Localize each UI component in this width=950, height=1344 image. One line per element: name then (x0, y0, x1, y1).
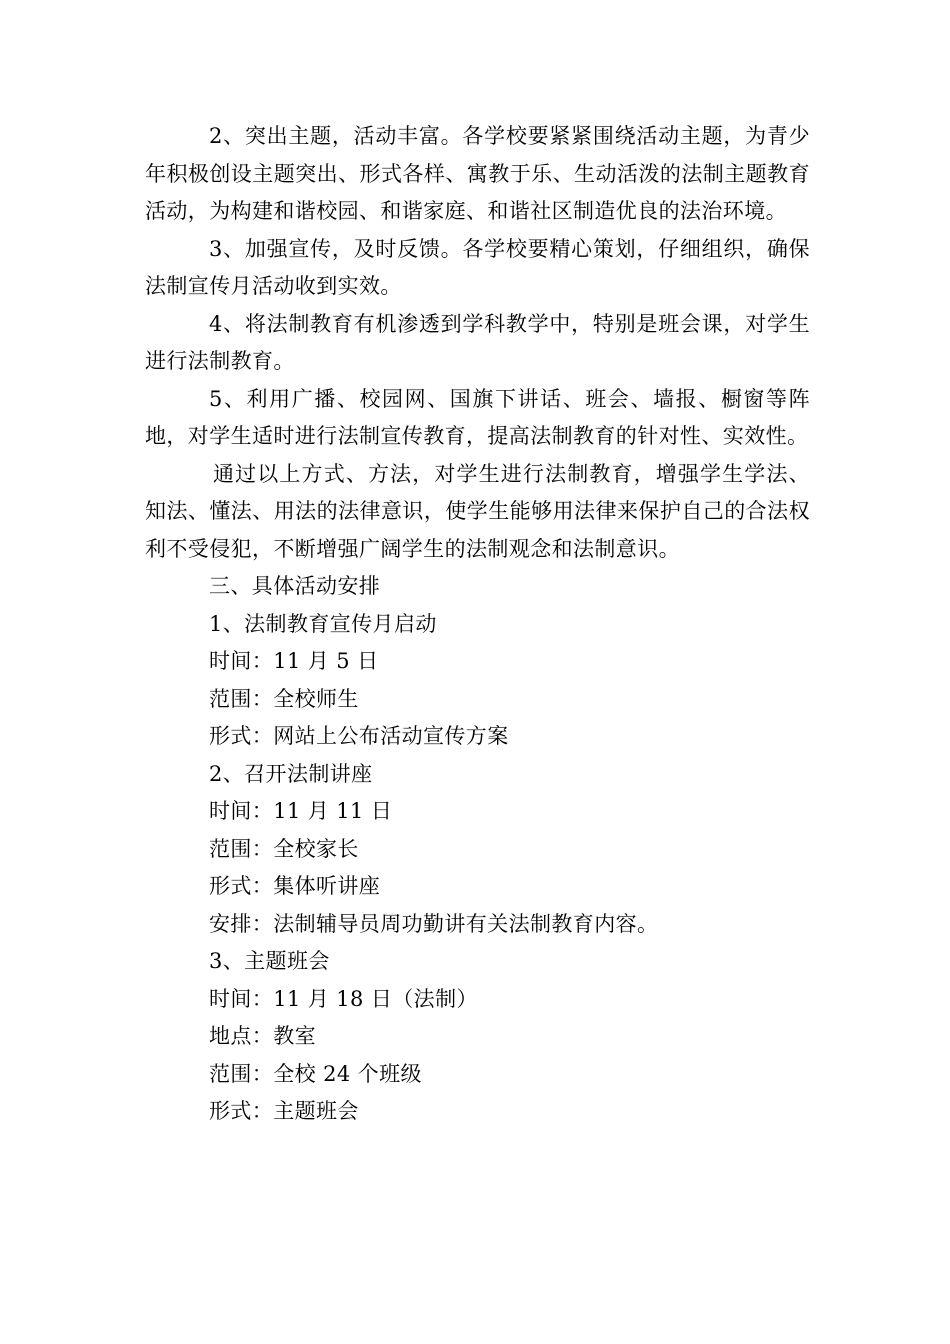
activity-1-form: 形式：网站上公布活动宣传方案 (209, 724, 509, 748)
activity-2-title: 2、召开法制讲座 (209, 761, 373, 786)
activity-2-arrangement: 安排：法制辅导员周功勤讲有关法制教育内容。 (209, 911, 659, 936)
section-title: 三、具体活动安排 (209, 574, 381, 598)
paragraph-2-highlight-theme: 2、突出主题，活动丰富。各学校要紧紧围绕活动主题，为青少年积极创设主题突出、形式各样、寓教于乐、生动活泼的法制主题教育活动，为构建和谐校园、和谐家庭、和谐社区制造优良的法治环境。 (145, 124, 810, 223)
paragraph-4-subject-teaching: 4、将法制教育有机渗透到学科教学中，特别是班会课，对学生进行法制教育。 (145, 311, 810, 373)
document-body (145, 118, 810, 1131)
activity-3-title: 3、主题班会 (209, 949, 330, 973)
paragraph-summary: 通过以上方式、方法，对学生进行法制教育，增强学生学法、知法、懂法、用法的法律意识，使学生能够用法律来保护自己的合法权利不受侵犯，不断增强广阔学生的法制观念和法制意识。 (145, 461, 810, 561)
activity-1-scope: 范围：全校师生 (209, 686, 359, 711)
activity-3-location: 地点：教室 (209, 1024, 316, 1048)
activity-2-time: 时间：11 月 11 日 (209, 799, 393, 823)
paragraph-5-channels: 5、利用广播、校园网、国旗下讲话、班会、墙报、橱窗等阵地，对学生适时进行法制宣传教育，提高法制教育的针对性、实效性。 (145, 386, 810, 448)
paragraph-3-publicity: 3、加强宣传，及时反馈。各学校要精心策划，仔细组织，确保法制宣传月活动收到实效。 (145, 236, 810, 298)
activity-3-form: 形式：主题班会 (209, 1099, 359, 1123)
activity-2-scope: 范围：全校家长 (209, 836, 359, 861)
activity-2-form: 形式：集体听讲座 (209, 874, 381, 898)
activity-1-title: 1、法制教育宣传月启动 (209, 611, 437, 636)
activity-3-scope: 范围：全校 24 个班级 (209, 1061, 422, 1086)
activity-1-time: 时间：11 月 5 日 (209, 649, 379, 673)
activity-3-time: 时间：11 月 18 日（法制） (209, 986, 478, 1011)
